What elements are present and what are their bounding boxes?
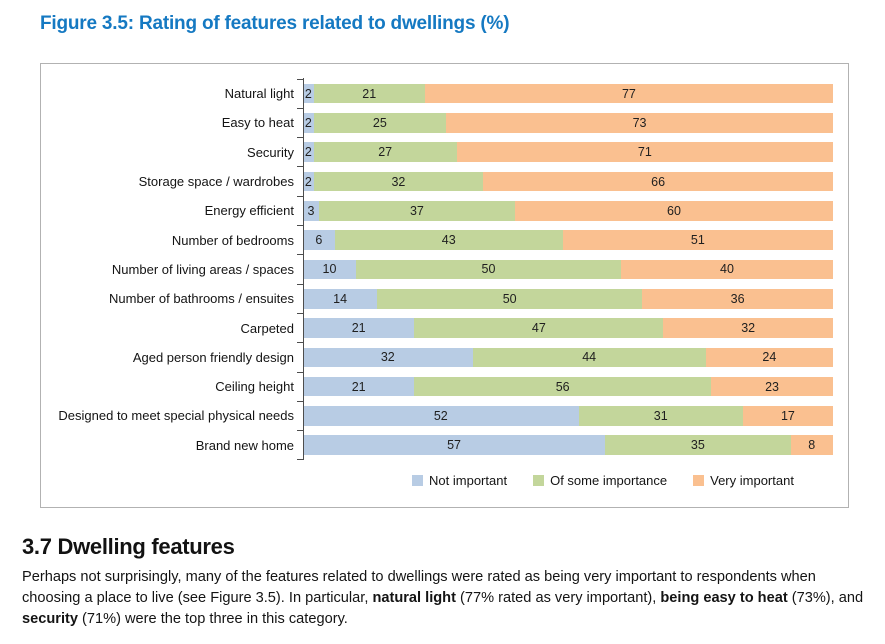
- bar-track: [303, 260, 833, 280]
- bar-segment-very-important: [621, 260, 833, 280]
- bar-track: [303, 113, 833, 133]
- axis-tick: [297, 459, 304, 460]
- bar-segment-not-important: [303, 377, 414, 397]
- bar-value-label: 77: [621, 86, 636, 101]
- section-heading: 3.7 Dwelling features: [22, 534, 235, 559]
- category-label: Easy to heat: [221, 115, 294, 131]
- bar-segment-not-important: [303, 318, 414, 338]
- legend-swatch-icon: [533, 475, 544, 486]
- bar-track: [303, 318, 833, 338]
- paragraph-line: [22, 567, 863, 588]
- paragraph-line: [22, 588, 863, 609]
- category-label: Number of bathrooms / ensuites: [109, 291, 294, 307]
- chart-row: [41, 343, 848, 372]
- axis-tick: [297, 342, 304, 343]
- bar-segment-not-important: [303, 113, 314, 133]
- bar-value-label: 3: [307, 203, 315, 218]
- bar-segment-of-some-importance: [314, 142, 457, 162]
- axis-tick: [297, 225, 304, 226]
- chart-area: [40, 63, 849, 508]
- category-label: Designed to meet special physical needs: [58, 408, 294, 424]
- category-label: Brand new home: [195, 437, 294, 453]
- bar-value-label: 2: [304, 174, 312, 189]
- paragraph-text: choosing a place to live (see Figure 3.5). In particular,: [22, 590, 373, 606]
- bar-value-label: 71: [637, 145, 652, 160]
- legend-item-not-important: [412, 473, 507, 488]
- bar-segment-very-important: [663, 318, 833, 338]
- chart-legend: [338, 473, 868, 488]
- bar-value-label: 35: [690, 438, 705, 453]
- axis-tick: [297, 313, 304, 314]
- bar-value-label: 47: [531, 321, 546, 336]
- bar-track: [303, 172, 833, 192]
- axis-tick: [297, 284, 304, 285]
- chart-row: [41, 255, 848, 284]
- bar-segment-of-some-importance: [579, 406, 743, 426]
- bar-track: [303, 142, 833, 162]
- bar-segment-of-some-importance: [314, 84, 425, 104]
- paragraph-line: [22, 609, 863, 630]
- plot-rows: [41, 79, 848, 460]
- bar-segment-of-some-importance: [319, 201, 515, 221]
- chart-row: [41, 313, 848, 342]
- bar-value-label: 66: [651, 174, 666, 189]
- category-axis-line: [303, 78, 304, 460]
- bar-value-label: 50: [481, 262, 496, 277]
- bar-segment-not-important: [303, 142, 314, 162]
- axis-tick: [297, 137, 304, 138]
- bar-value-label: 43: [441, 233, 456, 248]
- paragraph-text: (77% rated as very important),: [455, 590, 661, 606]
- axis-tick: [297, 108, 304, 109]
- chart-row: [41, 167, 848, 196]
- bar-track: [303, 201, 833, 221]
- bar-segment-of-some-importance: [314, 172, 484, 192]
- bar-segment-not-important: [303, 289, 377, 309]
- bar-value-label: 37: [409, 203, 424, 218]
- bar-segment-of-some-importance: [314, 113, 447, 133]
- bar-value-label: 6: [315, 233, 323, 248]
- bar-segment-of-some-importance: [414, 318, 663, 338]
- category-label: Aged person friendly design: [132, 349, 294, 365]
- bar-value-label: 73: [632, 115, 647, 130]
- bar-track: [303, 230, 833, 250]
- chart-row: [41, 372, 848, 401]
- bar-value-label: 36: [730, 291, 745, 306]
- bar-segment-very-important: [515, 201, 833, 221]
- bar-value-label: 50: [502, 291, 517, 306]
- axis-tick: [297, 196, 304, 197]
- bar-track: [303, 435, 833, 455]
- bar-value-label: 21: [362, 86, 377, 101]
- chart-row: [41, 431, 848, 460]
- bar-value-label: 56: [555, 379, 570, 394]
- bar-segment-not-important: [303, 348, 473, 368]
- bar-segment-very-important: [483, 172, 833, 192]
- bar-segment-very-important: [425, 84, 833, 104]
- legend-label: Very important: [710, 473, 794, 488]
- bar-segment-not-important: [303, 435, 605, 455]
- bar-segment-not-important: [303, 201, 319, 221]
- bar-track: [303, 84, 833, 104]
- bar-segment-of-some-importance: [335, 230, 563, 250]
- bar-segment-very-important: [791, 435, 833, 455]
- chart-row: [41, 284, 848, 313]
- bar-segment-very-important: [457, 142, 833, 162]
- bar-segment-not-important: [303, 84, 314, 104]
- bar-value-label: 60: [667, 203, 681, 218]
- paragraph-text: Perhaps not surprisingly, many of the features related to dwellings were rated as being very important to respondents when: [22, 569, 816, 585]
- chart-row: [41, 401, 848, 430]
- chart-row: [41, 196, 848, 225]
- legend-swatch-icon: [693, 475, 704, 486]
- paragraph-bold-text: natural light: [372, 590, 456, 606]
- bar-segment-very-important: [642, 289, 833, 309]
- legend-label: Not important: [429, 473, 508, 488]
- bar-value-label: 21: [351, 379, 366, 394]
- bar-value-label: 23: [765, 379, 779, 394]
- bar-value-label: 27: [378, 145, 393, 160]
- bar-segment-not-important: [303, 230, 335, 250]
- bar-value-label: 32: [380, 350, 395, 365]
- bar-segment-of-some-importance: [414, 377, 711, 397]
- axis-tick: [297, 372, 304, 373]
- bar-value-label: 14: [333, 291, 348, 306]
- paragraph-text: (71%) were the top three in this category.: [77, 611, 348, 627]
- bar-track: [303, 348, 833, 368]
- bar-value-label: 52: [433, 408, 448, 423]
- category-label: Energy efficient: [204, 203, 294, 219]
- bar-value-label: 57: [447, 438, 461, 453]
- legend-item-very-important: [693, 473, 794, 488]
- category-label: Number of living areas / spaces: [111, 261, 294, 277]
- bar-segment-of-some-importance: [605, 435, 791, 455]
- bar-value-label: 2: [304, 145, 312, 160]
- paragraph-bold-text: being easy to heat: [660, 590, 788, 606]
- bar-segment-very-important: [743, 406, 833, 426]
- bar-value-label: 51: [690, 233, 705, 248]
- category-label: Number of bedrooms: [171, 232, 294, 248]
- category-label: Security: [247, 144, 294, 160]
- axis-tick: [297, 79, 304, 80]
- axis-tick: [297, 166, 304, 167]
- bar-value-label: 21: [351, 321, 366, 336]
- legend-swatch-icon: [412, 475, 423, 486]
- bar-value-label: 31: [653, 408, 668, 423]
- bar-value-label: 2: [304, 86, 312, 101]
- bar-segment-not-important: [303, 260, 356, 280]
- bar-segment-of-some-importance: [473, 348, 706, 368]
- bar-value-label: 32: [391, 174, 406, 189]
- bar-segment-not-important: [303, 172, 314, 192]
- category-label: Natural light: [224, 86, 294, 102]
- bar-value-label: 24: [762, 350, 777, 365]
- category-label: Storage space / wardrobes: [138, 174, 294, 190]
- bar-segment-not-important: [303, 406, 579, 426]
- chart-row: [41, 138, 848, 167]
- paragraph-bold-text: security: [22, 611, 78, 627]
- category-label: Carpeted: [240, 320, 294, 336]
- bar-value-label: 44: [582, 350, 597, 365]
- bar-value-label: 25: [372, 115, 387, 130]
- bar-segment-very-important: [711, 377, 833, 397]
- bar-value-label: 40: [720, 262, 734, 277]
- axis-tick: [297, 254, 304, 255]
- bar-value-label: 8: [808, 438, 816, 453]
- legend-item-of-some-importance: [533, 473, 667, 488]
- bar-value-label: 10: [322, 262, 337, 277]
- chart-row: [41, 108, 848, 137]
- section-paragraph: [22, 567, 863, 630]
- chart-row: [41, 79, 848, 108]
- figure-title: Figure 3.5: Rating of features related to dwellings (%): [40, 13, 510, 34]
- bar-segment-very-important: [563, 230, 833, 250]
- bar-value-label: 2: [304, 115, 312, 130]
- legend-label: Of some importance: [550, 473, 668, 488]
- bar-segment-very-important: [446, 113, 833, 133]
- bar-segment-of-some-importance: [356, 260, 621, 280]
- bar-track: [303, 289, 833, 309]
- bar-track: [303, 377, 833, 397]
- axis-tick: [297, 401, 304, 402]
- bar-value-label: 17: [780, 408, 795, 423]
- bar-track: [303, 406, 833, 426]
- bar-segment-very-important: [706, 348, 833, 368]
- bar-segment-of-some-importance: [377, 289, 642, 309]
- axis-tick: [297, 430, 304, 431]
- paragraph-text: (73%), and: [787, 590, 864, 606]
- bar-value-label: 32: [741, 321, 756, 336]
- chart-row: [41, 225, 848, 254]
- category-label: Ceiling height: [215, 379, 294, 395]
